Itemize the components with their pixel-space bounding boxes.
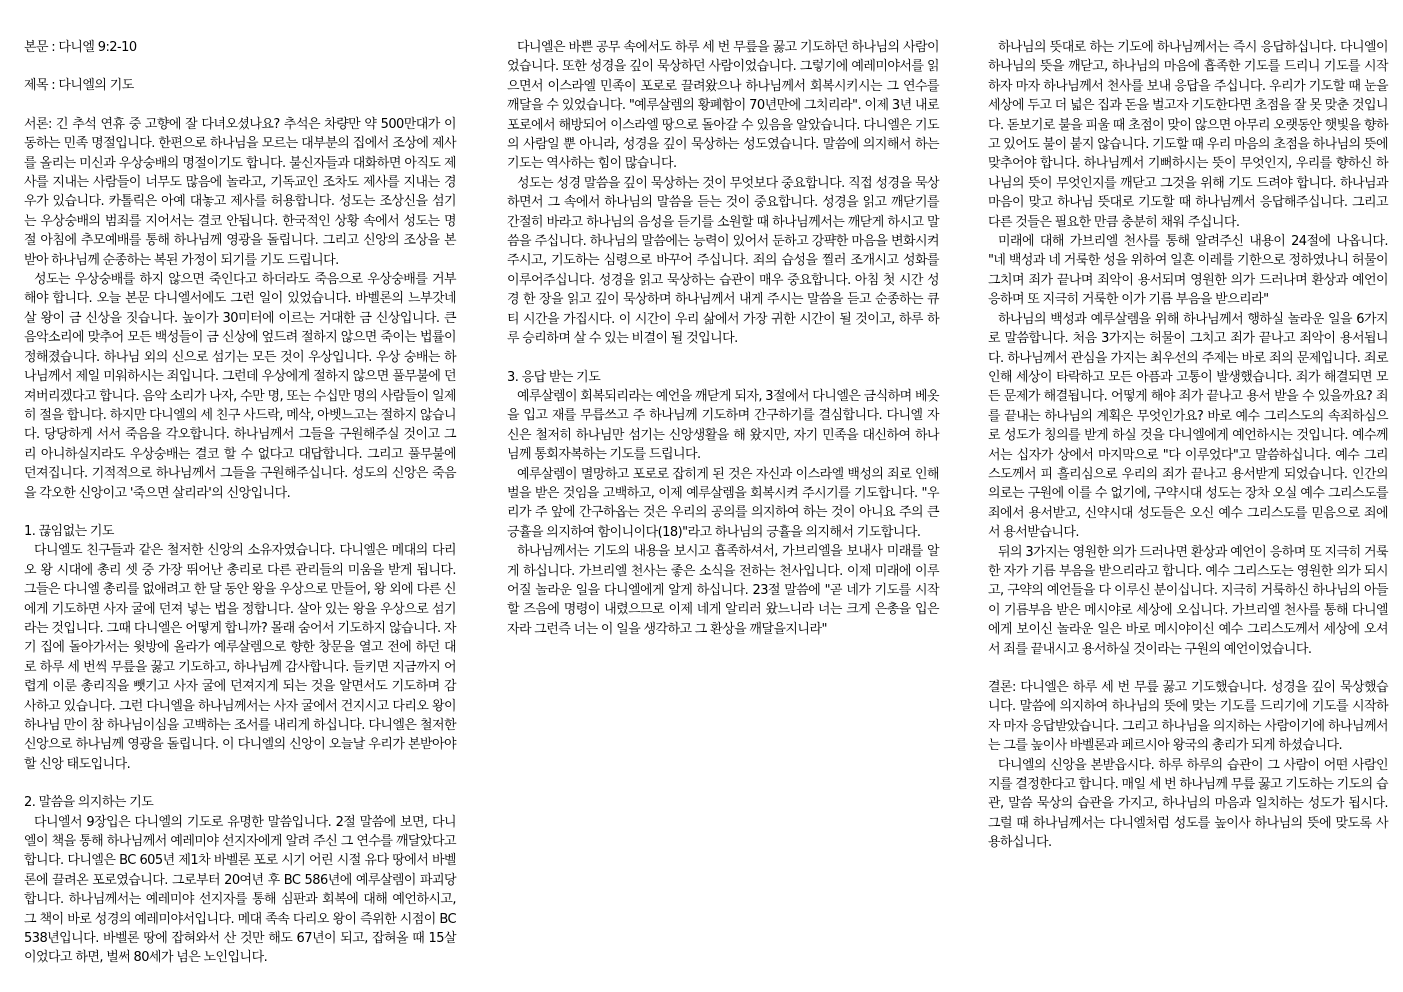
spacer bbox=[24, 774, 456, 793]
spacer bbox=[24, 503, 456, 522]
section-3-body-4: 하나님의 뜻대로 하는 기도에 하나님께서는 즉시 응답하십니다. 다니엘이 하나님의 뜻을 깨닫고, 하나님의 마음에 흡족한 기도를 드리니 기도를 시작하자 마자 하나님께서 천사를 보내 응답을 주십니다. 우리가 기도할 때 눈을 세상에 두고 더 넓은 집과 돈을 벌고자 기도한다면 초점을 잘 못 맞춘 것입니다. 돋보기로 불을 피울 때 초점이 맞이 않으면 아무리 오랫동안 햇빛을 향하고 있어도 불이 붙지 않습니다. 기도할 때 우리 마음의 초점을 하나님의 뜻에 맞추어야 합니다. 하나님께서 기뻐하시는 뜻이 무엇인지, 우리를 향하신 하나님의 뜻이 무엇인지를 깨닫고 그것을 위해 기도 드려야 합니다. 하나님과 마음이 맞고 하나님 뜻대로 기도할 때 하나님께서 응답해주십니다. 그리고 다른 것들은 필요한 만큼 충분히 채워 주십니다. bbox=[988, 40, 1388, 230]
section-2-body-3: 성도는 성경 말씀을 깊이 묵상하는 것이 무엇보다 중요합니다. 직접 성경을 묵상하면서 그 속에서 하나님의 말씀을 듣는 것이 중요합니다. 성경을 읽고 깨닫기를 간절히 바라고 하나님의 음성을 듣기를 소원할 때 하나님께서는 깨닫게 하시고 말씀을 주십니다. 하나님의 말씀에는 능력이 있어서 둔하고 강퍅한 마음을 변화시켜 주시고, 기도하는 심령으로 바꾸어 주십니다. 죄의 습성을 찔러 조개시고 성화를 이루어주십니다. 성경을 읽고 묵상하는 습관이 매우 중요합니다. 아침 첫 시간 성경 한 장을 읽고 깊이 묵상하며 하나님께서 내게 주시는 말씀을 듣고 순종하는 큐티 시간을 가집시다. 이 시간이 우리 삶에서 가장 귀한 시간이 될 것이고, 하루 하루 승리하며 살 수 있는 비결이 될 것입니다. bbox=[507, 175, 939, 347]
section-1-body: 다니엘도 친구들과 같은 철저한 신앙의 소유자였습니다. 다니엘은 메대의 다리오 왕 시대에 총리 셋 중 가장 뛰어난 총리로 다른 관리들의 미움을 받게 됩니다. 그들은 다니엘 총리를 없애려고 한 달 동안 왕을 우상으로 만들어, 왕 외에 다른 신에게 기도하면 사자 굴에 던져 넣는 법을 정합니다. 살아 있는 왕을 우상으로 섬기라는 것입니다. 그때 다니엘은 어떻게 합니까? 몰래 숨어서 기도하지 않습니다. 자기 집에 돌아가서는 윗방에 올라가 예루살렘으로 향한 창문을 열고 전에 하던 대로 하루 세 번씩 무릎을 꿇고 기도하고, 하나님께 감사합니다. 들키면 지금까지 어렵게 이룬 총리직을 뺏기고 사자 굴에 던져지게 되는 것을 알면서도 기도하며 감사하고 있습니다. 그런 다니엘을 하나님께서는 사자 굴에서 건지시고 다리오 왕이 하나님 만이 참 하나님이심을 고백하는 조서를 내리게 하십니다. 다니엘은 철저한 신앙으로 하나님께 영광을 돌립니다. 이 다니엘의 신앙이 오늘날 우리가 본받아야 할 신앙 태도입니다. bbox=[24, 543, 456, 772]
section-2-heading: 2. 말씀을 의지하는 기도 bbox=[24, 795, 154, 811]
section-2-body-2: 다니엘은 바쁜 공무 속에서도 하루 세 번 무릎을 꿇고 기도하던 하나님의 사람이었습니다. 또한 성경을 깊이 묵상하던 사람이었습니다. 그렇기에 예레미야서를 읽으면서 이스라엘 민족이 포로로 끌려왔으나 하나님께서 회복시키시는 그 연수를 깨달을 수 있었습니다. "예루살렘의 황폐함이 70년만에 그치리라". 이제 3년 내로 포로에서 해방되어 이스라엘 땅으로 돌아갈 수 있음을 알았습니다. 다니엘은 기도의 사람일 뿐 아니라, 성경을 깊이 묵상하는 성도였습니다. 말씀에 의지해서 하는 기도는 역사하는 힘이 많습니다. bbox=[507, 40, 939, 172]
spacer bbox=[507, 349, 939, 368]
section-3-body-6: 하나님의 백성과 예루살렘을 위해 하나님께서 행하실 놀라운 일을 6가지로 말씀합니다. 처음 3가지는 허물이 그치고 죄가 끝나고 죄악이 용서됩니다. 하나님께서 관심을 가지는 최우선의 주제는 바로 죄의 문제입니다. 죄로 인해 세상이 타락하고 모든 아픔과 고통이 발생했습니다. 죄가 해결되면 모든 문제가 해결됩니다. 어떻게 해야 죄가 끝나고 용서 받을 수 있을까요? 죄를 끝내는 하나님의 계획은 무엇인가요? 바로 예수 그리스도의 속죄하심으로 성도가 칭의를 받게 하실 것을 다니엘에게 예언하시는 것입니다. 예수께서는 십자가 상에서 마지막으로 "다 이루었다"고 말씀하십니다. 예수 그리스도께서 피 흘리심으로 우리의 죄가 끝나고 용서받게 되었습니다. 인간의 의로는 구원에 이를 수 없기에, 구약시대 성도는 장차 오실 예수 그리스도를 죄에서 용서받고, 신약시대 성도들은 오신 예수 그리스도를 믿음으로 죄에서 용서받습니다. bbox=[988, 311, 1388, 541]
section-1-heading: 1. 끊임없는 기도 bbox=[24, 523, 114, 539]
introduction-paragraph: 서론: 긴 추석 연휴 중 고향에 잘 다녀오셨나요? 추석은 차량만 약 500만대가 이동하는 민족 명절입니다. 한편으로 하나님을 모르는 대부분의 집에서 조상에 제사를 올리는 미신과 우상숭배의 명절이기도 합니다. 불신자들과 대화하면 아직도 제사를 지내는 사람들이 너무도 많음에 놀라고, 기독교인 조차도 제사를 지내는 경우가 있습니다. 카톨릭은 아예 대놓고 제사를 허용합니다. 성도는 조상신을 섬기는 우상숭배의 범죄를 지어서는 결코 안됩니다. 한국적인 상황 속에서 성도는 명절 아침에 추모예배를 통해 하나님께 영광을 돌립니다. 그리고 신앙의 조상을 본받아 하나님께 순종하는 복된 가정이 되기를 기도 드립니다. bbox=[24, 116, 456, 268]
section-3-body-3: 하나님께서는 기도의 내용을 보시고 흡족하셔서, 가브리엘을 보내사 미래를 알게 하십니다. 가브리엘 천사는 좋은 소식을 전하는 천사입니다. 이제 미래에 이루어질 놀라운 일을 다니엘에게 알게 하십니다. 23절 말씀에 "곧 네가 기도를 시작할 즈음에 명령이 내렸으므로 이제 네게 알리러 왔느니라 너는 크게 은총을 입은 자라 그런즉 너는 이 일을 생각하고 그 환상을 깨달을지니라" bbox=[507, 544, 939, 637]
sermon-title: 제목 : 다니엘의 기도 bbox=[24, 78, 134, 94]
spacer bbox=[24, 57, 456, 76]
conclusion-paragraph-2: 다니엘의 신앙을 본받읍시다. 하루 하루의 습관이 그 사람이 어떤 사람인지를 결정한다고 합니다. 매일 세 번 하나님께 무릎 꿇고 기도하는 기도의 습관, 말씀 묵상의 습관을 가지고, 하나님의 마음과 일치하는 성도가 됩시다. 그럴 때 하나님께서는 다니엘처럼 성도를 높이사 하나님의 뜻에 맞도록 사용하십니다. bbox=[988, 757, 1388, 851]
column-2 bbox=[507, 38, 939, 639]
section-3-body: 예루살렘이 회복되리라는 예언을 깨닫게 되자, 3절에서 다니엘은 금식하며 베옷을 입고 재를 무릅쓰고 주 하나님께 기도하며 간구하기를 결심합니다. 다니엘 자신은 철저히 하나님만 섬기는 신앙생활을 해 왔지만, 자기 민족을 대신하여 하나님께 통회자복하는 기도를 드립니다. bbox=[507, 388, 939, 463]
section-3-body-2: 예루살렘이 멸망하고 포로로 잡히게 된 것은 자신과 이스라엘 백성의 죄로 인해 벌을 받은 것임을 고백하고, 이제 예루살렘을 회복시켜 주시기를 기도합니다. "우리가 주 앞에 간구하옵는 것은 우리의 공의를 의지하여 하는 것이 아니요 주의 큰 긍휼을 의지하여 함이니이다(18)"라고 하나님의 긍휼을 의지해서 기도합니다. bbox=[507, 466, 939, 540]
section-3-body-5: 미래에 대해 가브리엘 천사를 통해 알려주신 내용이 24절에 나옵니다. "네 백성과 네 거룩한 성을 위하여 일흔 이레를 기한으로 정하였나니 허물이 그치며 죄가 끝나며 죄악이 용서되며 영원한 의가 드러나며 환상과 예언이 응하며 또 지극히 거룩한 이가 기름 부음을 받으리라" bbox=[988, 234, 1388, 308]
section-3-body-7: 뒤의 3가지는 영원한 의가 드러나면 환상과 예언이 응하며 또 지극히 거룩한 자가 기름 부음을 받으리라고 합니다. 예수 그리스도는 영원한 의가 되시고, 구약의 예언들을 다 이루신 분이십니다. 지극히 거룩하신 하나님의 아들이 기름부음 받은 메시야로 세상에 오십니다. 가브리엘 천사를 통해 다니엘에게 보이신 놀라운 일은 바로 메시야이신 예수 그리스도께서 세상에 오셔서 죄를 끝내시고 용서하실 것이라는 구원의 예언이었습니다. bbox=[988, 544, 1388, 657]
section-3-heading: 3. 응답 받는 기도 bbox=[507, 369, 601, 385]
conclusion-paragraph: 결론: 다니엘은 하루 세 번 무릎 꿇고 기도했습니다. 성경을 깊이 묵상했습니다. 말씀에 의지하여 하나님의 뜻에 맞는 기도를 드리기에 기도를 시작하자 마자 응답받았습니다. 그리고 하나님을 의지하는 사람이기에 하나님께서는 그를 높이사 바벨론과 페르시아 왕국의 총리가 되게 하셨습니다. bbox=[988, 680, 1388, 754]
spacer bbox=[988, 659, 1388, 678]
introduction-paragraph-2: 성도는 우상숭배를 하지 않으면 죽인다고 하더라도 죽음으로 우상숭배를 거부해야 합니다. 오늘 본문 다니엘서에도 그런 일이 있었습니다. 바벨론의 느부갓네살 왕이 금 신상을 짓습니다. 높이가 30미터에 이르는 거대한 금 신상입니다. 큰 음악소리에 맞추어 모든 백성들이 금 신상에 엎드려 절하지 않으면 죽이는 법률이 정해졌습니다. 하나님 외의 신으로 섬기는 모든 것이 우상입니다. 우상 숭배는 하나님께서 제일 미워하시는 죄입니다. 그런데 우상에게 절하지 않으면 풀무불에 던져버리겠다고 합니다. 음악 소리가 나자, 수만 명, 또는 수십만 명의 사람들이 일제히 절을 합니다. 하지만 다니엘의 세 친구 사드락, 메삭, 아벳느고는 절하지 않습니다. 당당하게 서서 죽음을 각오합니다. 하나님께서 그들을 구원해주실 것이고 그리 아니하실지라도 우상숭배는 결코 할 수 없다고 대답합니다. 그리고 풀무불에 던져집니다. 기적적으로 하나님께서 그들을 구원해주십니다. 성도의 신앙은 죽음을 각오한 신앙이고 '죽으면 살리라'의 신앙입니다. bbox=[24, 272, 456, 501]
section-2-body: 다니엘서 9장입은 다니엘의 기도로 유명한 말씀입니다. 2절 말씀에 보면, 다니엘이 책을 통해 하나님께서 예레미야 선지자에게 알려 주신 그 연수를 깨달았다고 합니다. 다니엘은 BC 605년 제1차 바벨론 포로 시기 어린 시절 유다 땅에서 바벨론에 끌려온 포로였습니다. 그로부터 20여년 후 BC 586년에 예루살렘이 파괴당합니다. 하나님께서는 예레미야 선지자를 통해 심판과 회복에 대해 예언하시고, 그 책이 바로 성경의 예레미야서입니다. 메대 족속 다리오 왕이 즉위한 시점이 BC 538년입니다. 바벨론 땅에 잡혀와서 산 것만 해도 67년이 되고, 잡혀올 때 15살이었다고 하면, 벌써 80세가 넘은 노인입니다. bbox=[24, 814, 456, 966]
scripture-reference: 본문 : 다니엘 9:2-10 bbox=[24, 40, 137, 55]
column-1 bbox=[24, 38, 456, 968]
column-3 bbox=[988, 38, 1388, 853]
spacer bbox=[24, 96, 456, 115]
